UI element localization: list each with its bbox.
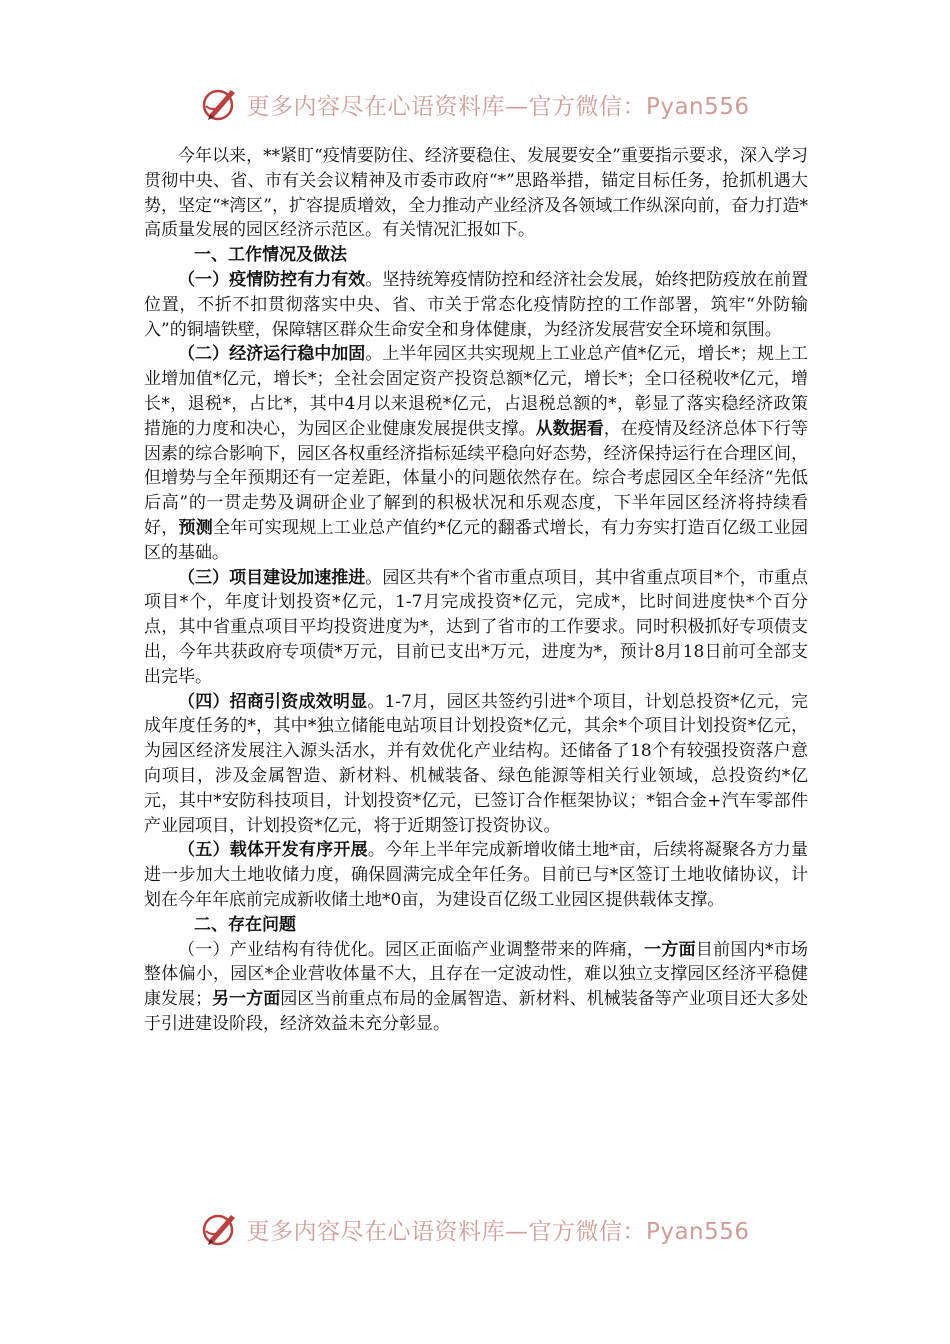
pen-logo-icon xyxy=(200,1209,240,1249)
watermark-text: 更多内容尽在心语资料库—官方微信：Pyan556 xyxy=(246,1218,750,1245)
paragraph-text: 全年可实现规上工业总产值约*亿元的翻番式增长，有力夯实打造百亿级工业园区的基础。 xyxy=(144,517,808,563)
paragraph-epidemic xyxy=(144,268,808,342)
paragraph-lead: （四）招商引资成效明显 xyxy=(178,691,368,712)
paragraph-land xyxy=(144,838,808,912)
paragraph-lead: （三）项目建设加速推进 xyxy=(178,567,366,588)
paragraph-economy xyxy=(144,342,808,565)
intro-paragraph: 今年以来，**紧盯“疫情要防住、经济要稳住、发展要安全”重要指示要求，深入学习贯彻中央、省、市有关会议精神及市委市政府“*”思路举措，锚定目标任务，抢抓机遇大势，坚定“*湾区”，扩容提质增效，全力推动产业经济及各领域工作纵深向前，奋力打造*高质量发展的园区经济示范区。有关情况汇报如下。 xyxy=(144,146,808,241)
paragraph-problems xyxy=(144,938,808,1037)
paragraph-text: 。园区共有*个省市重点项目，其中省重点项目*个，市重点项目*个，年度计划投资*亿元，1-7月完成投资*亿元，完成*，比时间进度快*个百分点，其中省重点项目平均投资进度为*，达到了省市的工作要求。同时积极抓好专项债支出，今年共获政府专项债*万元，目前已支出*万元，进度为*，预计8月18日前可全部支出完毕。 xyxy=(144,567,808,687)
section-heading-1: 一、工作情况及做法 xyxy=(194,245,347,266)
pen-logo-icon xyxy=(200,84,240,124)
watermark-banner-top xyxy=(0,82,950,126)
paragraph-text: （一）产业结构有待优化。园区正面临产业调整带来的阵痛， xyxy=(178,939,645,960)
emphasis-text: 预测 xyxy=(178,517,213,538)
paragraph-text: 。上半年园区共实现规上工业总产值*亿元，增长*；规上工业增加值*亿元，增长*；全社会固定资产投资总额*亿元，增长*；全口径税收*亿元，增长*，退税*，占比*，其中4月以来退税*亿元，占退税总额的*，彰显了落实稳经济政策措施的力度和决心，为园区企业健康发展提供支撑。 xyxy=(144,344,809,439)
paragraph-lead: （五）载体开发有序开展 xyxy=(178,840,368,861)
paragraph-text: ，在疫情及经济总体下行等因素的综合影响下，园区各权重经济指标延续平稳向好态势，经济保持运行在合理区间，但增势与全年预期还有一定差距，体量小的问题依然存在。综合考虑园区全年经济“先低后高”的一贯走势及调研企业了解到的积极状况和乐观态度，下半年园区经济将持续看好， xyxy=(144,418,809,538)
emphasis-text: 从数据看 xyxy=(535,418,604,439)
paragraph-projects xyxy=(144,566,808,690)
watermark-text: 更多内容尽在心语资料库—官方微信：Pyan556 xyxy=(246,93,750,120)
paragraph-investment xyxy=(144,690,808,839)
watermark-banner-bottom xyxy=(0,1207,950,1251)
paragraph-text: 。今年上半年完成新增收储土地*亩，后续将凝聚各方力量进一步加大土地收储力度，确保圆满完成全年任务。目前已与*区签订土地收储协议，计划在今年年底前完成新收储土地*0亩，为建设百亿级工业园区提供载体支撑。 xyxy=(144,840,809,910)
paragraph-text: 。1-7月，园区共签约引进*个项目，计划总投资*亿元，完成年度任务的*，其中*独立储能电站项目计划投资*亿元，其余*个项目计划投资*亿元，为园区经济发展注入源头活水，并有效优化产业结构。还储备了18个有较强投资落户意向项目，涉及金属智造、新材料、机械装备、绿色能源等相关行业领域，总投资约*亿元，其中*安防科技项目，计划投资*亿元，已签订合作框架协议；*铝合金+汽车零部件产业园项目，计划投资*亿元，将于近期签订投资协议。 xyxy=(144,691,809,836)
paragraph-text: 目前国内*市场整体偏小，园区*企业营收体量不大，且存在一定波动性，难以独立支撑园区经济平稳健康发展； xyxy=(144,939,809,1010)
emphasis-text: 一方面 xyxy=(644,939,696,960)
section-heading-2: 二、存在问题 xyxy=(194,914,296,935)
paragraph-lead: （二）经济运行稳中加固 xyxy=(178,344,366,365)
paragraph-lead: （一）疫情防控有力有效 xyxy=(178,269,366,290)
paragraph-text: 。坚持统筹疫情防控和经济社会发展，始终把防疫放在前置位置，不折不扣贯彻落实中央、省、市关于常态化疫情防控的工作部署，筑牢“外防输入”的铜墙铁壁，保障辖区群众生命安全和身体健康，为经济发展营安全环境和氛围。 xyxy=(144,269,809,340)
paragraph-text: 园区当前重点布局的金属智造、新材料、机械装备等产业项目还大多处于引进建设阶段，经济效益未充分彰显。 xyxy=(144,989,809,1034)
document-body xyxy=(144,144,808,1037)
emphasis-text: 另一方面 xyxy=(212,989,281,1010)
